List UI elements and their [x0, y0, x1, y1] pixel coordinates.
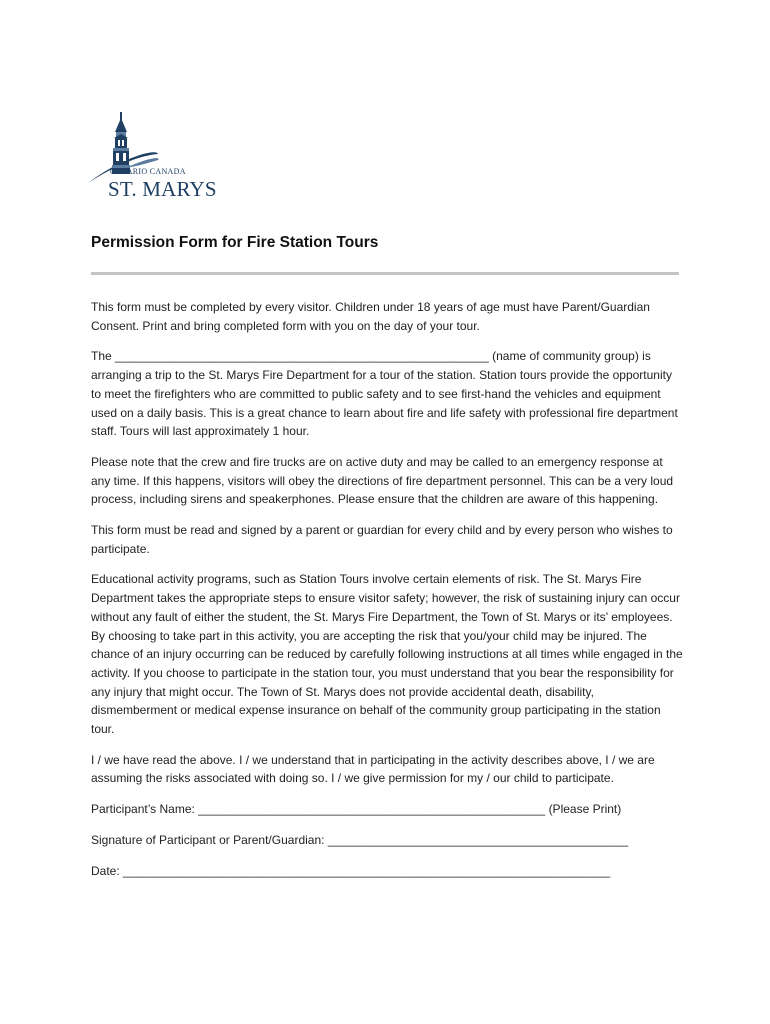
please-print-note: (Please Print) — [548, 802, 622, 817]
community-group-name-field[interactable]: ________________________________________________________ — [115, 349, 489, 364]
consent-paragraph: I / we have read the above. I / we understand that in participating in the activity describes above, I / we are assuming the risks associated with doing so. I / we give permission for my / our child to participate. — [91, 752, 655, 786]
date-row — [91, 862, 683, 881]
active-duty-paragraph: Please note that the crew and fire trucks are on active duty and may be called to an emergency response at any time. If this happens, visitors will obey the directions of fire department personnel. This can be a very loud process, including sirens and speakerphones. Please ensure that the children are aware of this happening. — [91, 454, 674, 507]
signature-requirement-paragraph: This form must be read and signed by a parent or guardian for every child and by every person who wishes to participate. — [91, 523, 673, 556]
intro-paragraph: This form must be completed by every visitor. Children under 18 years of age must have Parent/Guardian Consent. Print and bring completed form with you on the day of your tour. — [91, 300, 650, 333]
community-group-text: (name of community group) is arranging a trip to the St. Marys Fire Department for a tour of the station. Station tours provide the opportunity to meet the firefighters who are committed to public safety and to see first-hand the vehicles and equipment used on a daily basis. This is a great chance to learn about fire and life safety with professional fire department staff. Tours will last approximately 1 hour. — [91, 349, 678, 439]
participant-name-field[interactable]: ____________________________________________________ — [198, 802, 546, 817]
form-body — [91, 298, 683, 880]
risk-paragraph: Educational activity programs, such as Station Tours involve certain elements of risk. The St. Marys Fire Department takes the appropriate steps to ensure visitor safety; however, the risk of sustaining injury can occur without any fault of either the student, the St. Marys Fire Department, the Town of St. Marys or its’ employees. By choosing to take part in this activity, you are accepting the risk that you/your child may be injured. The chance of an injury occurring can be reduced by carefully following instructions at all times while engaged in the activity. If you choose to participate in the station tour, you must understand that you bear the responsibility for any injury that might occur. The Town of St. Marys does not provide accidental death, disability, dismemberment or medical expense insurance on behalf of the community group participating in the station tour. — [91, 572, 683, 737]
logo-st-marys: ST. MARYS — [108, 177, 217, 201]
participant-name-row — [91, 800, 683, 819]
logo-wordmark — [108, 168, 238, 200]
st-marys-logo — [86, 110, 236, 206]
community-group-paragraph — [91, 347, 683, 441]
signature-field[interactable]: _____________________________________________ — [327, 832, 629, 847]
title-divider — [91, 272, 679, 275]
community-group-lead: The — [91, 349, 112, 364]
date-label: Date: — [91, 863, 120, 878]
logo-ontario-canada: ONTARIO CANADA — [110, 167, 186, 176]
signature-label: Signature of Participant or Parent/Guardian: — [91, 832, 325, 847]
signature-row — [91, 831, 683, 850]
date-field[interactable]: _________________________________________________________________________ — [123, 863, 611, 878]
participant-name-label: Participant’s Name: — [91, 802, 195, 817]
page-title: Permission Form for Fire Station Tours — [91, 234, 379, 251]
